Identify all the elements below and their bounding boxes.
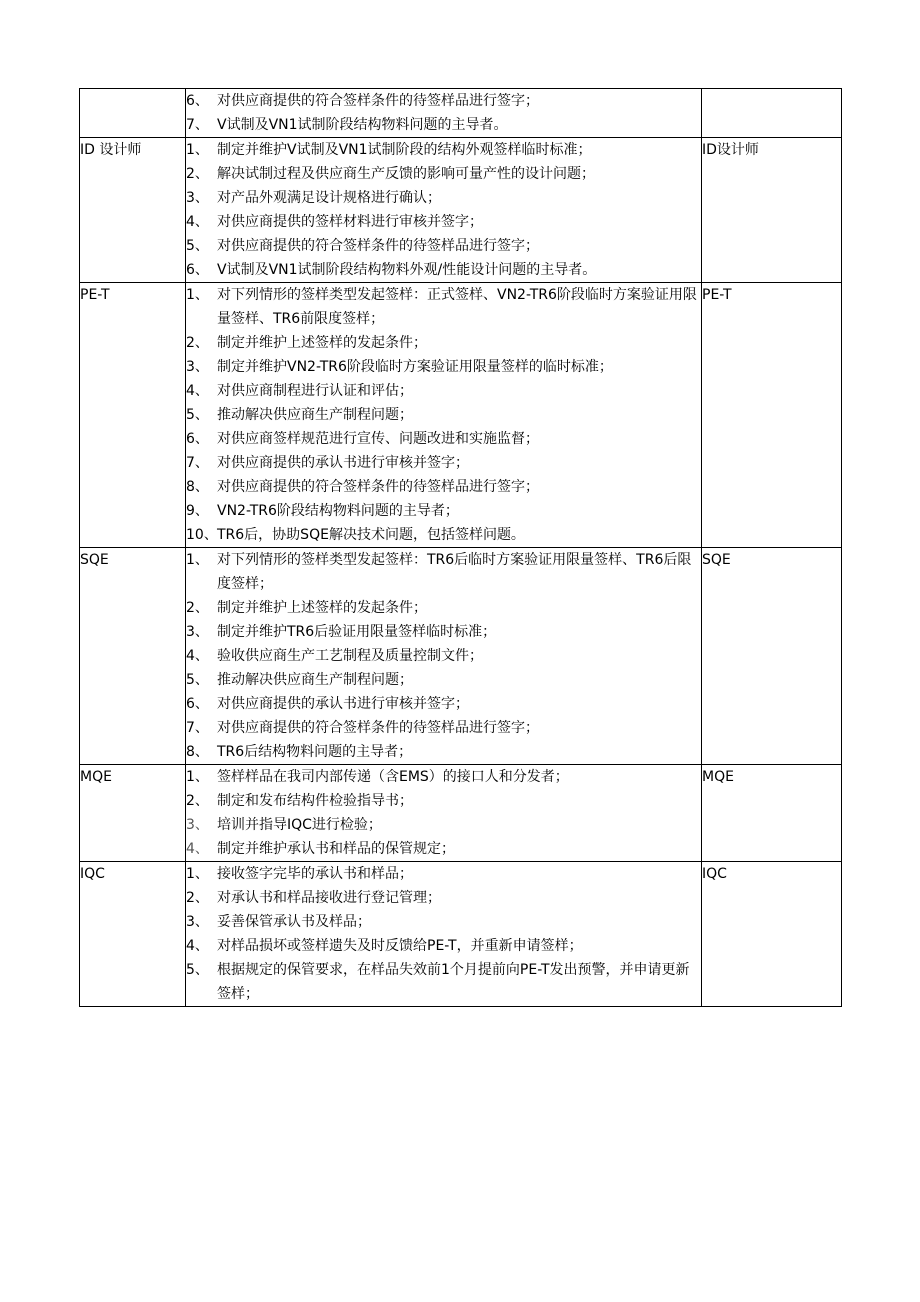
duty-text: 妥善保管承认书及样品； — [217, 914, 371, 930]
duty-number: 4、 — [186, 214, 209, 230]
role-cell — [80, 862, 186, 1007]
duty-text: 制定并维护上述签样的发起条件； — [217, 335, 427, 351]
duty-text: 制定并维护上述签样的发起条件； — [217, 600, 427, 616]
duty-number: 6、 — [186, 431, 209, 447]
table-row — [80, 89, 842, 138]
duty-item — [186, 427, 701, 451]
duties-cell — [186, 283, 702, 548]
role-label: MQE — [80, 769, 112, 785]
duty-text: 对供应商提供的符合签样条件的待签样品进行签字； — [217, 479, 539, 495]
duty-text: 对下列情形的签样类型发起签样：TR6后临时方案验证用限量签样、TR6后限度签样； — [217, 552, 692, 592]
duty-number: 3、 — [186, 190, 209, 206]
duty-text: V试制及VN1试制阶段结构物料外观/性能设计问题的主导者。 — [217, 262, 597, 278]
duty-text: 制定并维护承认书和样品的保管规定； — [217, 841, 455, 857]
duty-text: 签样样品在我司内部传递（含EMS）的接口人和分发者； — [217, 769, 569, 785]
duty-text: 验收供应商生产工艺制程及质量控制文件； — [217, 648, 483, 664]
duty-number: 4、 — [186, 938, 209, 954]
duty-text: 对供应商制程进行认证和评估； — [217, 383, 413, 399]
duty-number: 3、 — [186, 359, 209, 375]
duty-number: 1、 — [186, 552, 209, 568]
role-cell — [80, 283, 186, 548]
duty-text: 对供应商提供的签样材料进行审核并签字； — [217, 214, 483, 230]
table-row — [80, 548, 842, 765]
role-label: IQC — [80, 866, 105, 882]
duty-item — [186, 186, 701, 210]
responsibility-table — [79, 88, 842, 1007]
duty-item — [186, 692, 701, 716]
duty-number: 2、 — [186, 793, 209, 809]
duty-item — [186, 331, 701, 355]
owner-label: IQC — [702, 866, 727, 882]
duty-item — [186, 596, 701, 620]
duty-number: 5、 — [186, 962, 209, 978]
duty-item — [186, 837, 701, 861]
duty-text: 对供应商提供的承认书进行审核并签字； — [217, 696, 469, 712]
role-label: SQE — [80, 552, 109, 568]
duty-text: TR6后，协助SQE解决技术问题，包括签样问题。 — [217, 527, 525, 543]
duty-text: 制定并维护TR6后验证用限量签样临时标准； — [217, 624, 497, 640]
duty-text: V试制及VN1试制阶段结构物料问题的主导者。 — [217, 117, 508, 133]
duty-item — [186, 886, 701, 910]
duty-item — [186, 813, 701, 837]
duty-item — [186, 644, 701, 668]
duties-cell — [186, 765, 702, 862]
role-label: PE-T — [80, 287, 110, 303]
duty-item — [186, 210, 701, 234]
duty-item — [186, 765, 701, 789]
duty-item — [186, 451, 701, 475]
role-cell — [80, 765, 186, 862]
duty-item — [186, 523, 701, 547]
duty-text: 推动解决供应商生产制程问题； — [217, 672, 413, 688]
role-cell — [80, 138, 186, 283]
duties-cell — [186, 138, 702, 283]
duty-item — [186, 499, 701, 523]
duty-number: 1、 — [186, 769, 209, 785]
duty-number: 5、 — [186, 238, 209, 254]
duty-item — [186, 620, 701, 644]
duty-number: 2、 — [186, 335, 209, 351]
duty-text: 对供应商提供的符合签样条件的待签样品进行签字； — [217, 720, 539, 736]
duty-text: 制定和发布结构件检验指导书； — [217, 793, 413, 809]
duty-text: 对供应商签样规范进行宣传、问题改进和实施监督； — [217, 431, 539, 447]
duty-text: 对供应商提供的承认书进行审核并签字； — [217, 455, 469, 471]
role-cell — [80, 548, 186, 765]
role-label: ID 设计师 — [80, 142, 142, 158]
duty-text: 对样品损坏或签样遗失及时反馈给PE-T，并重新申请签样； — [217, 938, 583, 954]
duty-item — [186, 138, 701, 162]
duties-cell — [186, 548, 702, 765]
duty-number: 4、 — [186, 648, 209, 664]
duty-item — [186, 716, 701, 740]
duty-item — [186, 379, 701, 403]
duty-text: 培训并指导IQC进行检验； — [217, 817, 382, 833]
duty-number: 2、 — [186, 166, 209, 182]
duty-item — [186, 668, 701, 692]
duty-number: 6、 — [186, 262, 209, 278]
duty-text: 解决试制过程及供应商生产反馈的影响可量产性的设计问题； — [217, 166, 595, 182]
duty-number: 8、 — [186, 479, 209, 495]
duty-item — [186, 162, 701, 186]
owner-cell — [702, 862, 842, 1007]
owner-label: SQE — [702, 552, 731, 568]
duty-number: 8、 — [186, 744, 209, 760]
duty-item — [186, 89, 701, 113]
table-row — [80, 862, 842, 1007]
table-row — [80, 283, 842, 548]
table-body — [80, 89, 842, 1007]
duty-item — [186, 475, 701, 499]
duty-number: 5、 — [186, 407, 209, 423]
duty-text: 对下列情形的签样类型发起签样：正式签样、VN2-TR6阶段临时方案验证用限量签样、TR6前限度签样； — [217, 287, 697, 327]
duty-number: 5、 — [186, 672, 209, 688]
duty-item — [186, 283, 701, 331]
duty-number: 1、 — [186, 142, 209, 158]
duty-number: 7、 — [186, 455, 209, 471]
duty-text: 接收签字完毕的承认书和样品； — [217, 866, 413, 882]
duty-text: 根据规定的保管要求，在样品失效前1个月提前向PE-T发出预警，并申请更新签样； — [217, 962, 690, 1002]
duties-cell — [186, 862, 702, 1007]
duty-item — [186, 740, 701, 764]
duty-text: 对供应商提供的符合签样条件的待签样品进行签字； — [217, 93, 539, 109]
duty-number: 4、 — [186, 383, 209, 399]
owner-label: PE-T — [702, 287, 732, 303]
duty-number: 2、 — [186, 890, 209, 906]
duty-text: 制定并维护V试制及VN1试制阶段的结构外观签样临时标准； — [217, 142, 592, 158]
duty-item — [186, 862, 701, 886]
owner-label: ID设计师 — [702, 142, 759, 158]
duty-item — [186, 958, 701, 1006]
owner-cell — [702, 765, 842, 862]
duty-text: 对产品外观满足设计规格进行确认； — [217, 190, 441, 206]
owner-cell — [702, 138, 842, 283]
duty-text: VN2-TR6阶段结构物料问题的主导者； — [217, 503, 459, 519]
duty-number: 7、 — [186, 117, 209, 133]
table-row — [80, 138, 842, 283]
duty-number: 6、 — [186, 696, 209, 712]
duty-item — [186, 403, 701, 427]
duty-number: 7、 — [186, 720, 209, 736]
duty-number: 2、 — [186, 600, 209, 616]
duty-item — [186, 910, 701, 934]
duties-cell — [186, 89, 702, 138]
duty-number: 6、 — [186, 93, 209, 109]
duty-number: 3、 — [186, 624, 209, 640]
duty-number: 1、 — [186, 866, 209, 882]
duty-text: 制定并维护VN2-TR6阶段临时方案验证用限量签样的临时标准； — [217, 359, 613, 375]
duty-number: 3、 — [186, 914, 209, 930]
role-cell — [80, 89, 186, 138]
table-row — [80, 765, 842, 862]
duty-number: 9、 — [186, 503, 209, 519]
duty-item — [186, 258, 701, 282]
duty-number: 1、 — [186, 287, 209, 303]
owner-cell — [702, 548, 842, 765]
duty-text: 对供应商提供的符合签样条件的待签样品进行签字； — [217, 238, 539, 254]
duty-item — [186, 789, 701, 813]
duty-item — [186, 234, 701, 258]
duty-text: 对承认书和样品接收进行登记管理； — [217, 890, 441, 906]
duty-number: 3、 — [186, 817, 209, 833]
duty-item — [186, 355, 701, 379]
owner-cell — [702, 89, 842, 138]
duty-number: 10、 — [186, 527, 218, 543]
duty-item — [186, 548, 701, 596]
duty-number: 4、 — [186, 841, 209, 857]
duty-text: 推动解决供应商生产制程问题； — [217, 407, 413, 423]
duty-item — [186, 113, 701, 137]
owner-cell — [702, 283, 842, 548]
duty-text: TR6后结构物料问题的主导者； — [217, 744, 413, 760]
owner-label: MQE — [702, 769, 734, 785]
duty-item — [186, 934, 701, 958]
